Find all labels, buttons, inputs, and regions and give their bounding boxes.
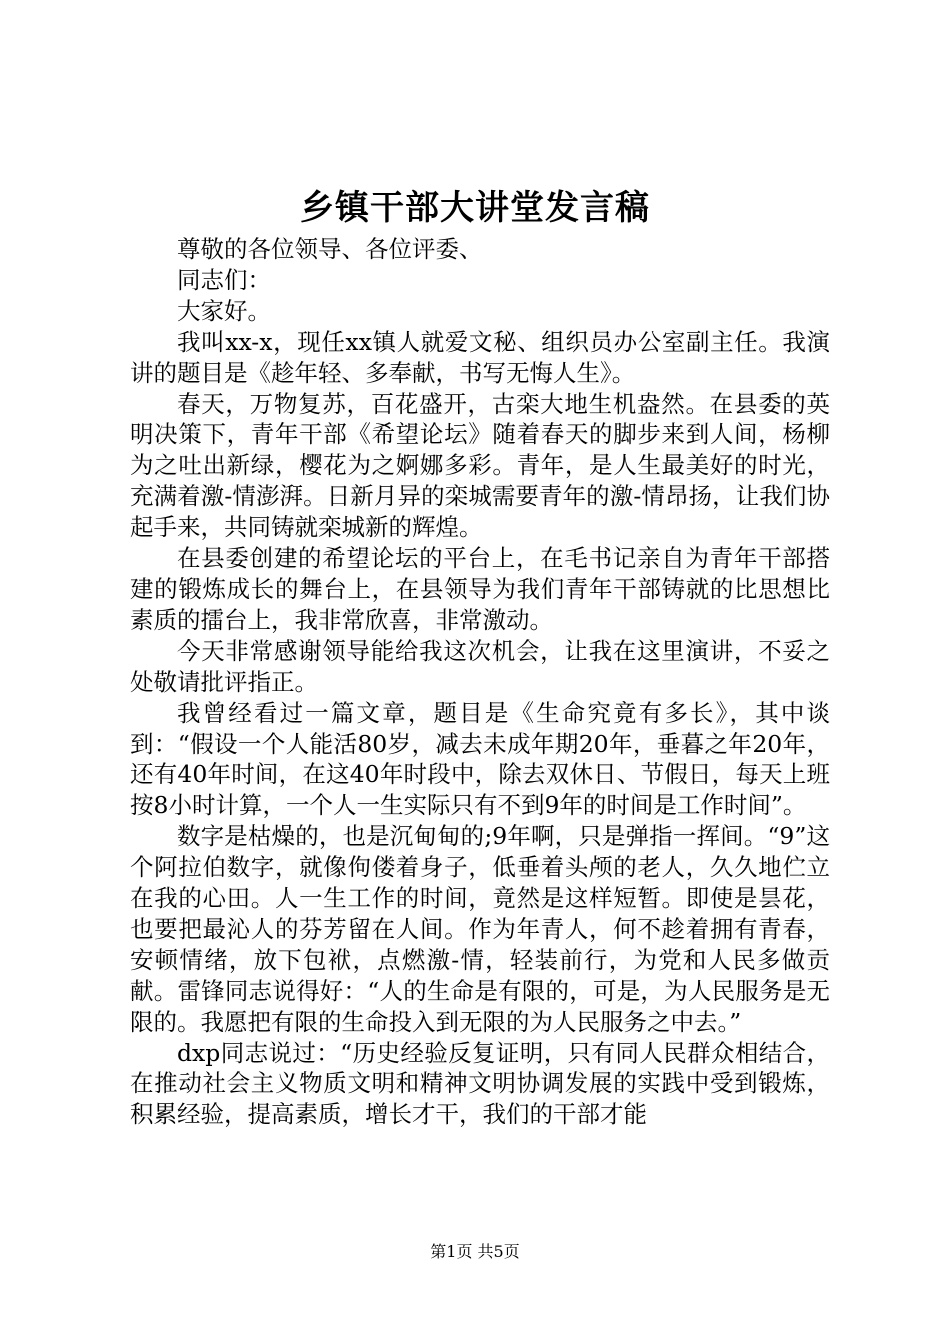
- document-body: [130, 234, 830, 1130]
- paragraph-thanks: 今天非常感谢领导能给我这次机会，让我在这里演讲，不妥之处敬请批评指正。: [130, 636, 830, 696]
- paragraph-spring: 春天，万物复苏，百花盛开，古栾大地生机盎然。在县委的英明决策下，青年干部《希望论坛》随着春天的脚步来到人间，杨柳为之吐出新绿，樱花为之婀娜多彩。青年，是人生最美好的时光，充满着激-情澎湃。日新月异的栾城需要青年的激-情昂扬，让我们协起手来，共同铸就栾城新的辉煌。: [130, 389, 830, 542]
- paragraph-forum: 在县委创建的希望论坛的平台上，在毛书记亲自为青年干部搭建的锻炼成长的舞台上，在县领导为我们青年干部铸就的比思想比素质的擂台上，我非常欣喜，非常激动。: [130, 544, 830, 634]
- page-number: 第1页 共5页: [430, 1242, 520, 1261]
- paragraph-quote: dxp同志说过：“历史经验反复证明，只有同人民群众相结合，在推动社会主义物质文明和精神文明协调发展的实践中受到锻炼，积累经验，提高素质，增长才干，我们的干部才能: [130, 1038, 830, 1129]
- paragraph-article: 我曾经看过一篇文章，题目是《生命究竟有多长》，其中谈到：“假设一个人能活80岁，减去未成年期20年，垂暮之年20年，还有40年时间，在这40年时段中，除去双休日、节假日，每天上班按8小时计算，一个人一生实际只有不到9年的时间是工作时间”。: [130, 698, 830, 820]
- document-title: 乡镇干部大讲堂发言稿: [300, 188, 650, 228]
- paragraph-greeting: 大家好。: [177, 296, 271, 325]
- paragraph-introduction: 我叫xx-x，现任xx镇人就爱文秘、组织员办公室副主任。我演讲的题目是《趁年轻、多奉献，书写无悔人生》。: [130, 327, 830, 387]
- paragraph-salutation: 尊敬的各位领导、各位评委、: [177, 235, 483, 263]
- paragraph-nine-years: 数字是枯燥的，也是沉甸甸的;9年啊，只是弹指一挥间。“9”这个阿拉伯数字，就像佝偻着身子，低垂着头颅的老人，久久地伫立在我的心田。人一生工作的时间，竟然是这样短暂。即使是昙花，也要把最沁人的芬芳留在人间。作为年青人，何不趁着拥有青春，安顿情绪，放下包袱，点燃激-情，轻装前行，为党和人民多做贡献。雷锋同志说得好：“人的生命是有限的，可是，为人民服务是无限的。我愿把有限的生命投入到无限的为人民服务之中去。”: [130, 822, 830, 1036]
- paragraph-salutation-2: 同志们：: [177, 265, 271, 294]
